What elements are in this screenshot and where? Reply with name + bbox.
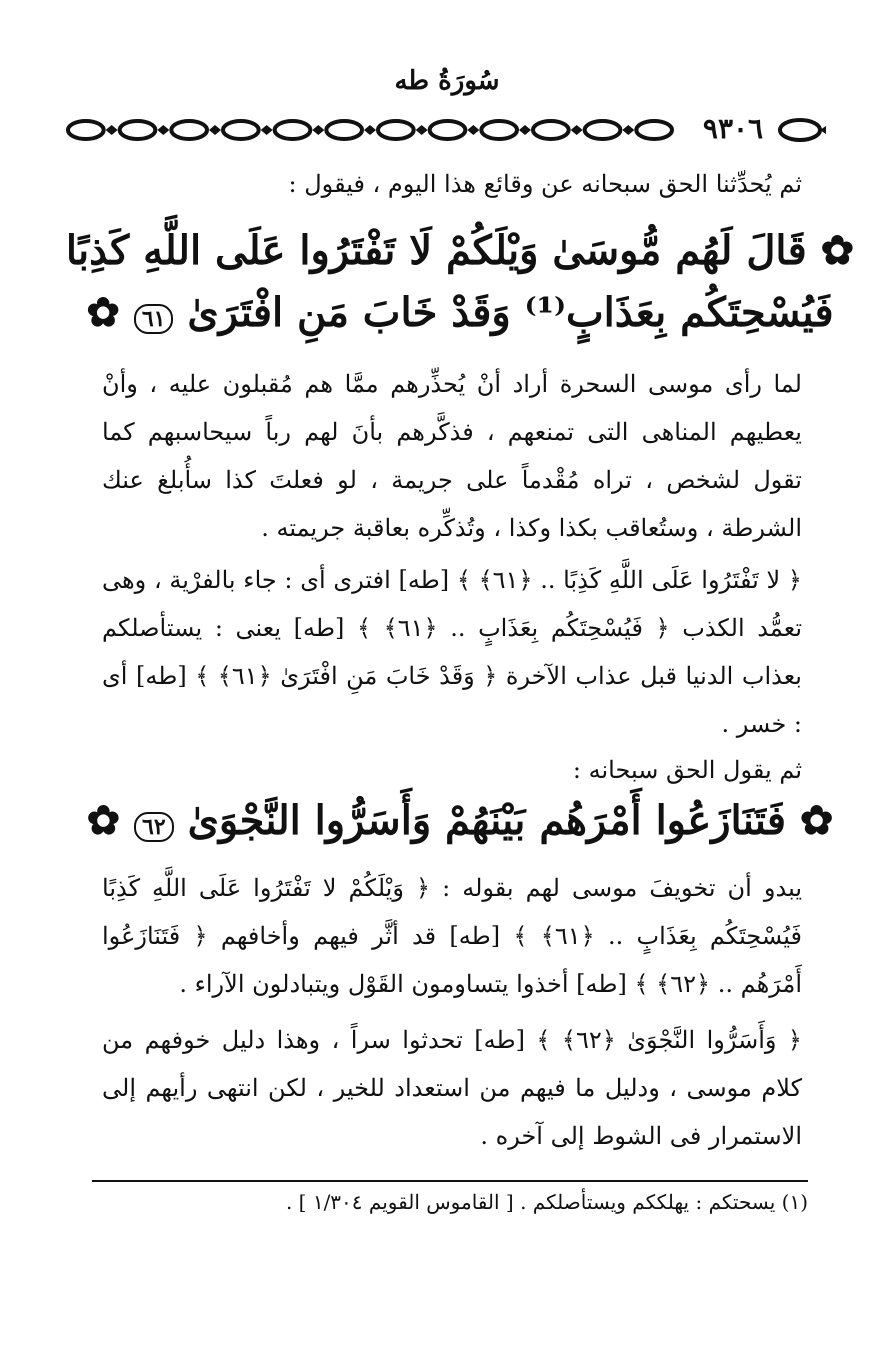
chain-link [430,121,466,139]
chain-diamond [622,125,634,135]
ayah-number-badge: ٦١ [134,304,174,334]
verse-61 [60,220,860,350]
chain-link [171,121,207,139]
verse-61-line-1: قَالَ لَهُم مُّوسَىٰ وَيْلَكُمْ لَا تَفْتَرُوا عَلَى اللَّهِ كَذِبًا [65,227,807,274]
chain-link [275,121,311,139]
commentary-paragraph-1: لما رأى موسى السحرة أراد أنْ يُحذِّرهم ممَّا هم مُقبلون عليه ، وأنْ يعطيهم المناهى التى تمنعهم ، فذكَّرهم بأنَ لهم رباً سيحاسبهم كما تقول لشخص ، تراه مُقْدماً على جريمة ، لو فعلتَ كذا سأُبلغ عنك الشرطة ، وستُعاقب بكذا وكذا ، وتُذكِّره بعاقبة جريمته . [102,370,802,542]
chain-diamond [519,125,531,135]
footnote: (١) يسحتكم : يهلككم ويستأصلكم . [ القاموس القويم ١/٣٠٤ ] . [285,1190,808,1214]
flower-ornament-icon: ✿ [799,797,834,844]
chain-link [585,121,621,139]
commentary-paragraph-3: يبدو أن تخويفَ موسى لهم بقوله : ﴿ وَيْلَكُمْ لا تَفْتَرُوا عَلَى اللَّهِ كَذِبًا فَيُسْحِتَكُم بِعَذَابٍ .. ﴿٦١﴾ ﴾ [طه] قد أثَّر فيهم وأخافهم ﴿ فَتَنَازَعُوا أَمْرَهُم .. ﴿٦٢﴾ ﴾ [طه] أخذوا يتساومون القَوْل ويتبادلون الآراء . [102,874,802,998]
commentary-paragraph-2: ﴿ لا تَفْتَرُوا عَلَى اللَّهِ كَذِبًا .. ﴿٦١﴾ ﴾ [طه] افترى أى : جاء بالفرْية ، وهى تعمُّد الكذب ﴿ فَيُسْحِتَكُم بِعَذَابٍ .. ﴿٦١﴾ ﴾ [طه] يعنى : يستأصلكم بعذاب الدنيا قبل عذاب الآخرة ﴿ وَقَدْ خَابَ مَنِ افْتَرَىٰ ﴿٦١﴾ ﴾ [طه] أى : خسر . [102,566,803,738]
page-number: ٩٣٠٦ [702,112,764,145]
chain-diamond [364,125,376,135]
flower-ornament-icon: ✿ [86,289,120,336]
chain-link [378,121,414,139]
chain-link [120,121,156,139]
verse-62 [60,790,860,858]
chain-link [68,121,104,139]
commentary-paragraph-4: ﴿ وَأَسَرُّوا النَّجْوَىٰ ﴿٦٢﴾ ﴾ [طه] تحدثوا سراً ، وهذا دليل خوفهم من كلام موسى ، ودليل ما فيهم من استعداد للخير ، لكن انتهى رأيهم إلى الاستمرار فى الشوط إلى آخره . [102,1026,802,1150]
intro-text-2: ثم يقول الحق سبحانه : [572,756,802,784]
chain-diamond [467,125,479,135]
chain-diamond [416,125,428,135]
verse-62-text: فَتَنَازَعُوا أَمْرَهُم بَيْنَهُمْ وَأَسَرُّوا النَّجْوَىٰ [187,797,786,844]
chain-diamond [571,125,583,135]
chain-diamond [312,125,324,135]
chain-link [223,121,259,139]
chain-diamond [106,125,118,135]
chain-end-ornament [778,114,828,146]
chain-link [533,121,569,139]
chain-diamond [157,125,169,135]
chain-ornament [60,114,680,146]
ayah-number-badge: ٦٢ [134,812,174,842]
chain-link [636,121,672,139]
chain-diamond [261,125,273,135]
chain-link [481,121,517,139]
footnote-divider [92,1180,808,1182]
verse-61-line-2: فَيُسْحِتَكُم بِعَذَابٍ⁽¹⁾ وَقَدْ خَابَ مَنِ افْتَرَىٰ [187,289,834,336]
flower-ornament-icon: ✿ [86,797,121,844]
intro-text: ثم يُحدِّثنا الحق سبحانه عن وقائع هذا اليوم ، فيقول : [288,170,802,198]
chain-link [326,121,362,139]
flower-ornament-icon: ✿ [820,227,855,274]
surah-title: سُورَةُ طه [394,66,500,96]
chain-diamond [209,125,221,135]
